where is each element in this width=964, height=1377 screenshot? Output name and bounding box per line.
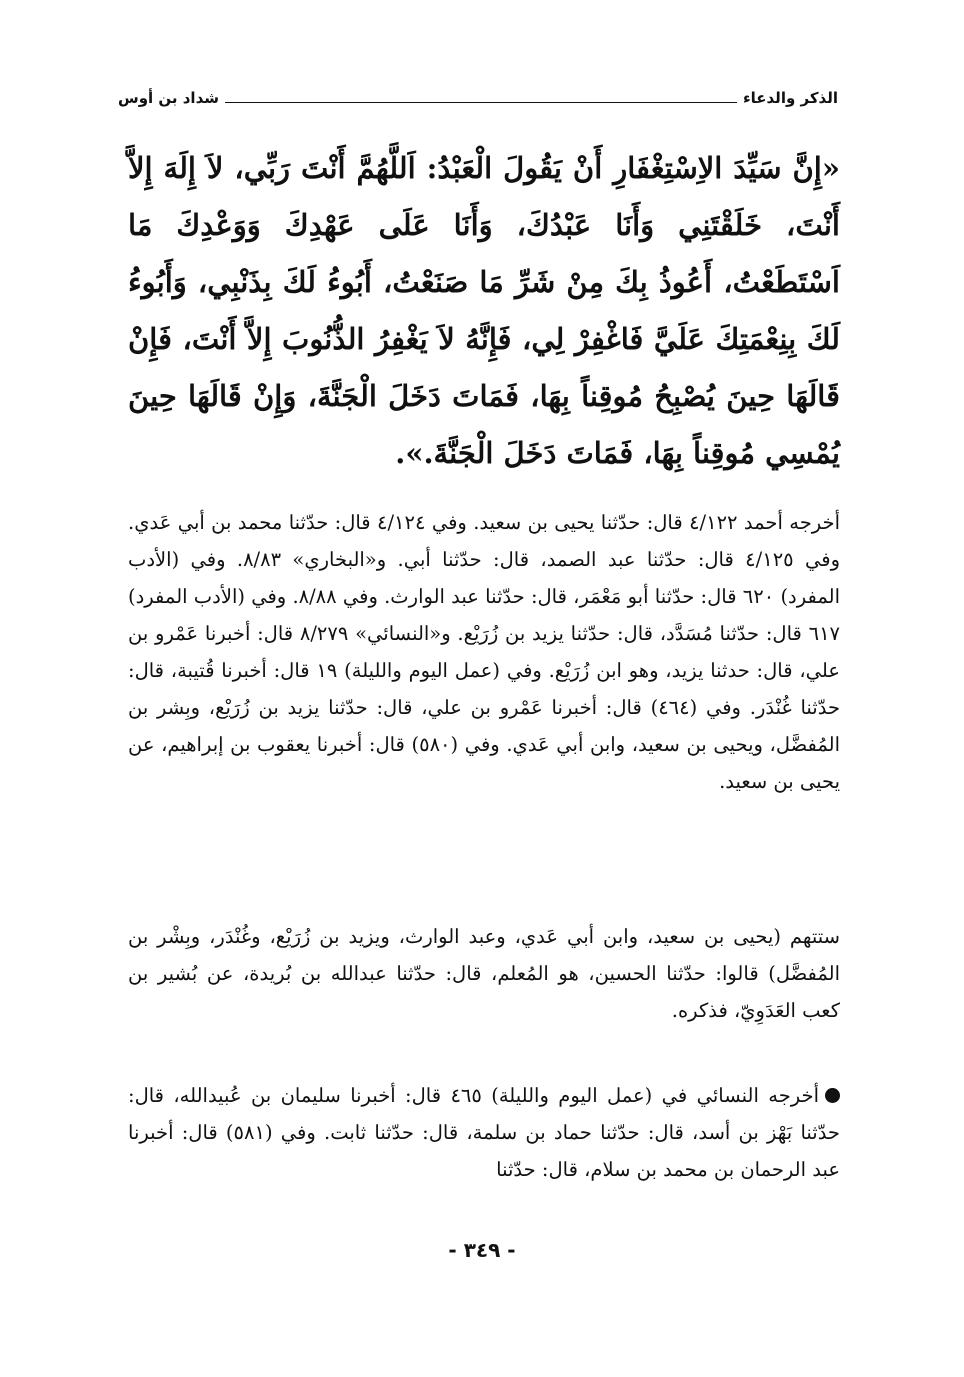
takhrij-paragraph: أخرجه أحمد ٤/١٢٢ قال: حدّثنا يحيى بن سعيد. وفي ٤/١٢٤ قال: حدّثنا محمد بن أبي عَدي. وفي ٤/١٢٥ قال: حدّثنا عبد الصمد، قال: حدّثنا أبي. و«البخاري» ٨/٨٣. وفي (الأدب المفرد) ٦٢٠ قال: حدّثنا أبو مَعْمَر، قال: حدّثنا عبد الوارث. وفي ٨/٨٨. وفي (الأدب المفرد) ٦١٧ قال: حدّثنا مُسَدَّد، قال: حدّثنا يزيد بن زُرَيْع. و«النسائي» ٨/٢٧٩ قال: أخبرنا عَمْرو بن علي، قال: حدثنا يزيد، وهو ابن زُرَيْع. وفي (عمل اليوم والليلة) ١٩ قال: أخبرنا قُتيبة، قال: حدّثنا غُنْدَر. وفي (٤٦٤) قال: أخبرنا عَمْرو بن علي، قال: حدّثنا يزيد بن زُرَيْع، وبِشر بن المُفضَّل، ويحيى بن سعيد، وابن أبي عَدي. وفي (٥٨٠) قال: أخبرنا يعقوب بن إبراهيم، عن يحيى بن سعيد. — [128, 511, 841, 793]
header-chapter-title: الذكر والدعاء — [742, 89, 838, 107]
running-header — [118, 86, 838, 110]
hadith-text: «إِنَّ سَيِّدَ الاِسْتِغْفَارِ أَنْ يَقُولَ الْعَبْدُ: اَللَّهُمَّ أَنْتَ رَبِّي، لاَ إِلَهَ إِلاَّ أَنْتَ، خَلَقْتَنِي وَأَنَا عَبْدُكَ، وَأَنَا عَلَى عَهْدِكَ وَوَعْدِكَ مَا اَسْتَطَعْتُ، أَعُوذُ بِكَ مِنْ شَرِّ مَا صَنَعْتُ، أَبُوءُ لَكَ بِذَنْبِي، وَأَبُوءُ لَكَ بِنِعْمَتِكَ عَلَيَّ فَاغْفِرْ لِي، فَإِنَّهُ لاَ يَغْفِرُ الذُّنُوبَ إِلاَّ أَنْتَ، فَإِنْ قَالَهَا حِينَ يُصْبِحُ مُوقِناً بِهَا، فَمَاتَ دَخَلَ الْجَنَّةَ، وَإِنْ قَالَهَا حِينَ يُمْسِي مُوقِناً بِهَا، فَمَاتَ دَخَلَ الْجَنَّةَ.». — [128, 151, 840, 470]
nasai-paragraph — [128, 1077, 840, 1188]
header-rule — [225, 102, 737, 103]
page-number: - ٣٤٩ - — [448, 1238, 516, 1262]
bullet-icon — [825, 1088, 840, 1103]
isnad-chain-paragraph: ستتهم (يحيى بن سعيد، وابن أبي عَدي، وعبد الوارث، ويزيد بن زُرَيْع، وغُنْدَر، وبِشْر بن المُفضَّل) قالوا: حدّثنا الحسين، هو المُعلم، قال: حدّثنا عبدالله بن بُريدة، عن بُشير بن كعب العَدَوِيّ، فذكره. — [128, 925, 840, 1022]
header-companion-name: شداد بن أوس — [118, 89, 219, 107]
nasai-text: أخرجه النسائي في (عمل اليوم والليلة) ٤٦٥ قال: أخبرنا سليمان بن عُبيدالله، قال: حدّثنا بَهْز بن أسد، قال: حدّثنا حماد بن سلمة، قال: حدّثنا ثابت. وفي (٥٨١) قال: أخبرنا عبد الرحمان بن محمد بن سلام، قال: حدّثنا — [128, 1084, 840, 1181]
